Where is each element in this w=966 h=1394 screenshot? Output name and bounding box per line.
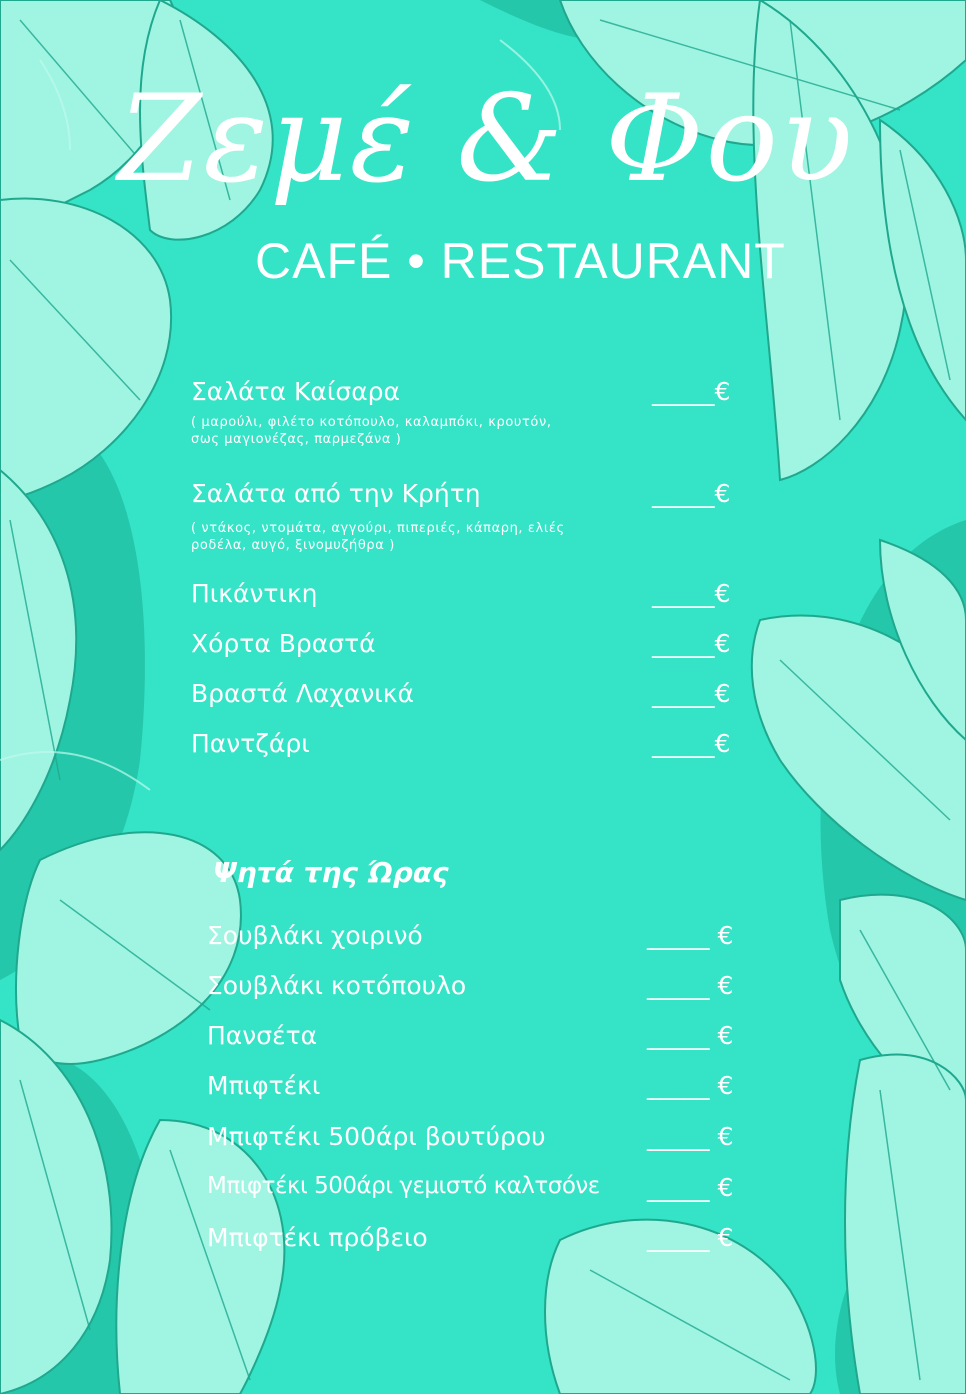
menu-item-price: _____ € xyxy=(647,1021,734,1050)
menu-item-price: _____€ xyxy=(652,377,731,406)
menu-item-price: _____ € xyxy=(647,1173,734,1202)
menu-item-price: _____ € xyxy=(647,1071,734,1100)
menu-item-name: Πικάντικη xyxy=(191,579,318,608)
menu-item-name: Μπιφτέκι 500άρι βουτύρου xyxy=(207,1122,546,1151)
menu-item-price: _____€ xyxy=(652,729,731,758)
menu-item-price: _____€ xyxy=(652,679,731,708)
menu-item-name: Σουβλάκι χοιρινό xyxy=(207,921,423,950)
logo xyxy=(0,0,966,320)
menu-item-name: Πανσέτα xyxy=(207,1021,318,1050)
menu-item-name: Σουβλάκι κοτόπουλο xyxy=(207,971,467,1000)
section-title: Ψητά της Ώρας xyxy=(213,856,449,889)
logo-subtitle: CAFÉ • RESTAURANT xyxy=(255,233,786,289)
menu-item-price: _____ € xyxy=(647,921,734,950)
menu-item-price: _____ € xyxy=(647,971,734,1000)
menu-item-name: Μπιφτέκι πρόβειο xyxy=(207,1223,428,1252)
menu-item-name: Μπιφτέκι 500άρι γεμιστό καλτσόνε xyxy=(207,1173,600,1199)
menu-item-name: Παντζάρι xyxy=(191,729,310,758)
menu-item-price: _____ € xyxy=(647,1223,734,1252)
menu-item-name: Βραστά Λαχανικά xyxy=(191,679,414,708)
menu-item-price: _____€ xyxy=(652,479,731,508)
logo-script-title: Ζεμέ & Φου xyxy=(118,70,855,209)
menu-item-price: _____€ xyxy=(652,579,731,608)
menu-item-price: _____ € xyxy=(647,1122,734,1151)
menu-item-name: Μπιφτέκι xyxy=(207,1071,321,1100)
menu-item-description: ( μαρούλι, φιλέτο κοτόπουλο, καλαμπόκι, κρουτόν, σως μαγιονέζας, παρμεζάνα ) xyxy=(191,415,552,447)
menu-item-price: _____€ xyxy=(652,629,731,658)
menu-item-name: Χόρτα Βραστά xyxy=(191,629,376,658)
menu-item-description: ( ντάκος, ντομάτα, αγγούρι, πιπεριές, κάπαρη, ελιές ροδέλα, αυγό, ξινομυζήθρα ) xyxy=(191,521,565,553)
menu-item-name: Σαλάτα από την Κρήτη xyxy=(191,479,481,508)
menu-item-name: Σαλάτα Καίσαρα xyxy=(191,377,401,406)
